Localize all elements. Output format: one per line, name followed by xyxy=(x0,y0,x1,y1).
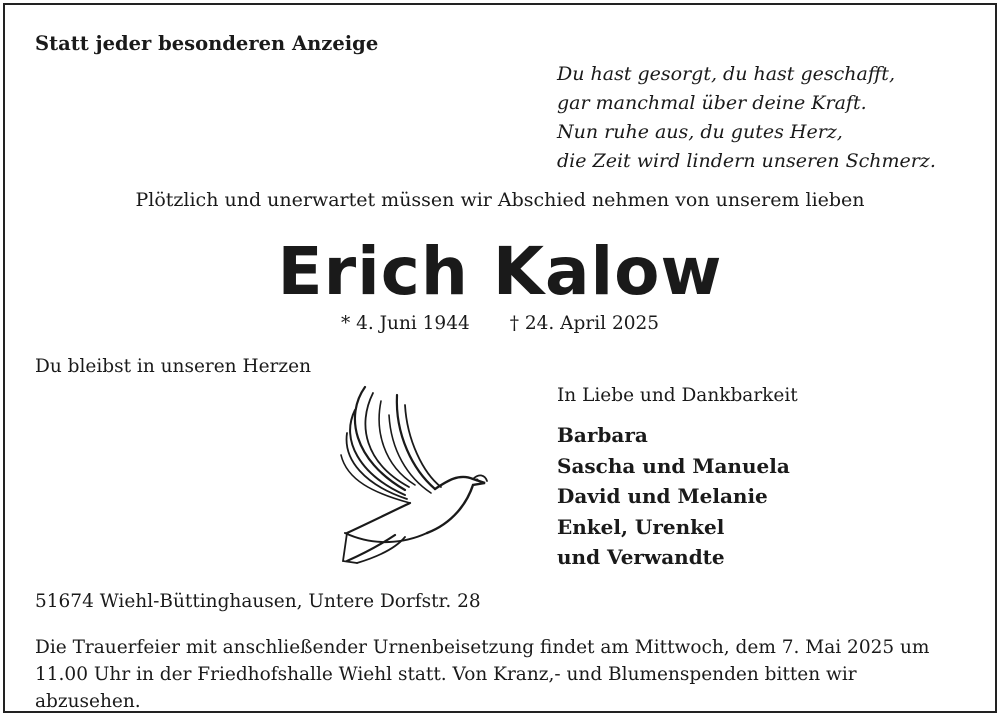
mourner-name: und Verwandte xyxy=(557,545,725,569)
poem-line: die Zeit wird lindern unseren Schmerz. xyxy=(557,150,936,172)
mourner-name: David und Melanie xyxy=(557,484,768,508)
announcement-intro: Plötzlich und unerwartet müssen wir Abschied nehmen von unserem lieben xyxy=(135,189,865,211)
poem-line: Du hast gesorgt, du hast geschafft, xyxy=(557,63,895,85)
family-address: 51674 Wiehl-Büttinghausen, Untere Dorfstr. 28 xyxy=(35,591,481,612)
poem-line: gar manchmal über deine Kraft. xyxy=(557,92,867,114)
poem xyxy=(557,60,936,176)
remembrance-text: Du bleibst in unseren Herzen xyxy=(35,356,312,377)
mourner-name: Barbara xyxy=(557,423,648,447)
dove-icon xyxy=(335,385,505,565)
ceremony-details: Die Trauerfeier mit anschließender Urnenbeisetzung findet am Mittwoch, dem 7. Mai 2025 um 11.00 Uhr in der Friedhofshalle Wiehl statt. Von Kranz,- und Blumenspenden bitten wir abzusehen. xyxy=(35,637,930,712)
mourners-list xyxy=(557,420,790,573)
poem-line: Nun ruhe aus, du gutes Herz, xyxy=(557,121,843,143)
life-dates xyxy=(0,313,1000,334)
death-date: † 24. April 2025 xyxy=(509,313,660,334)
birth-date: * 4. Juni 1944 xyxy=(340,313,470,334)
mourner-name: Sascha und Manuela xyxy=(557,453,790,478)
deceased-name: Erich Kalow xyxy=(277,233,723,310)
mourner-name: Enkel, Urenkel xyxy=(557,514,725,539)
notice-heading: Statt jeder besonderen Anzeige xyxy=(35,32,379,55)
mourners-intro: In Liebe und Dankbarkeit xyxy=(557,385,798,406)
